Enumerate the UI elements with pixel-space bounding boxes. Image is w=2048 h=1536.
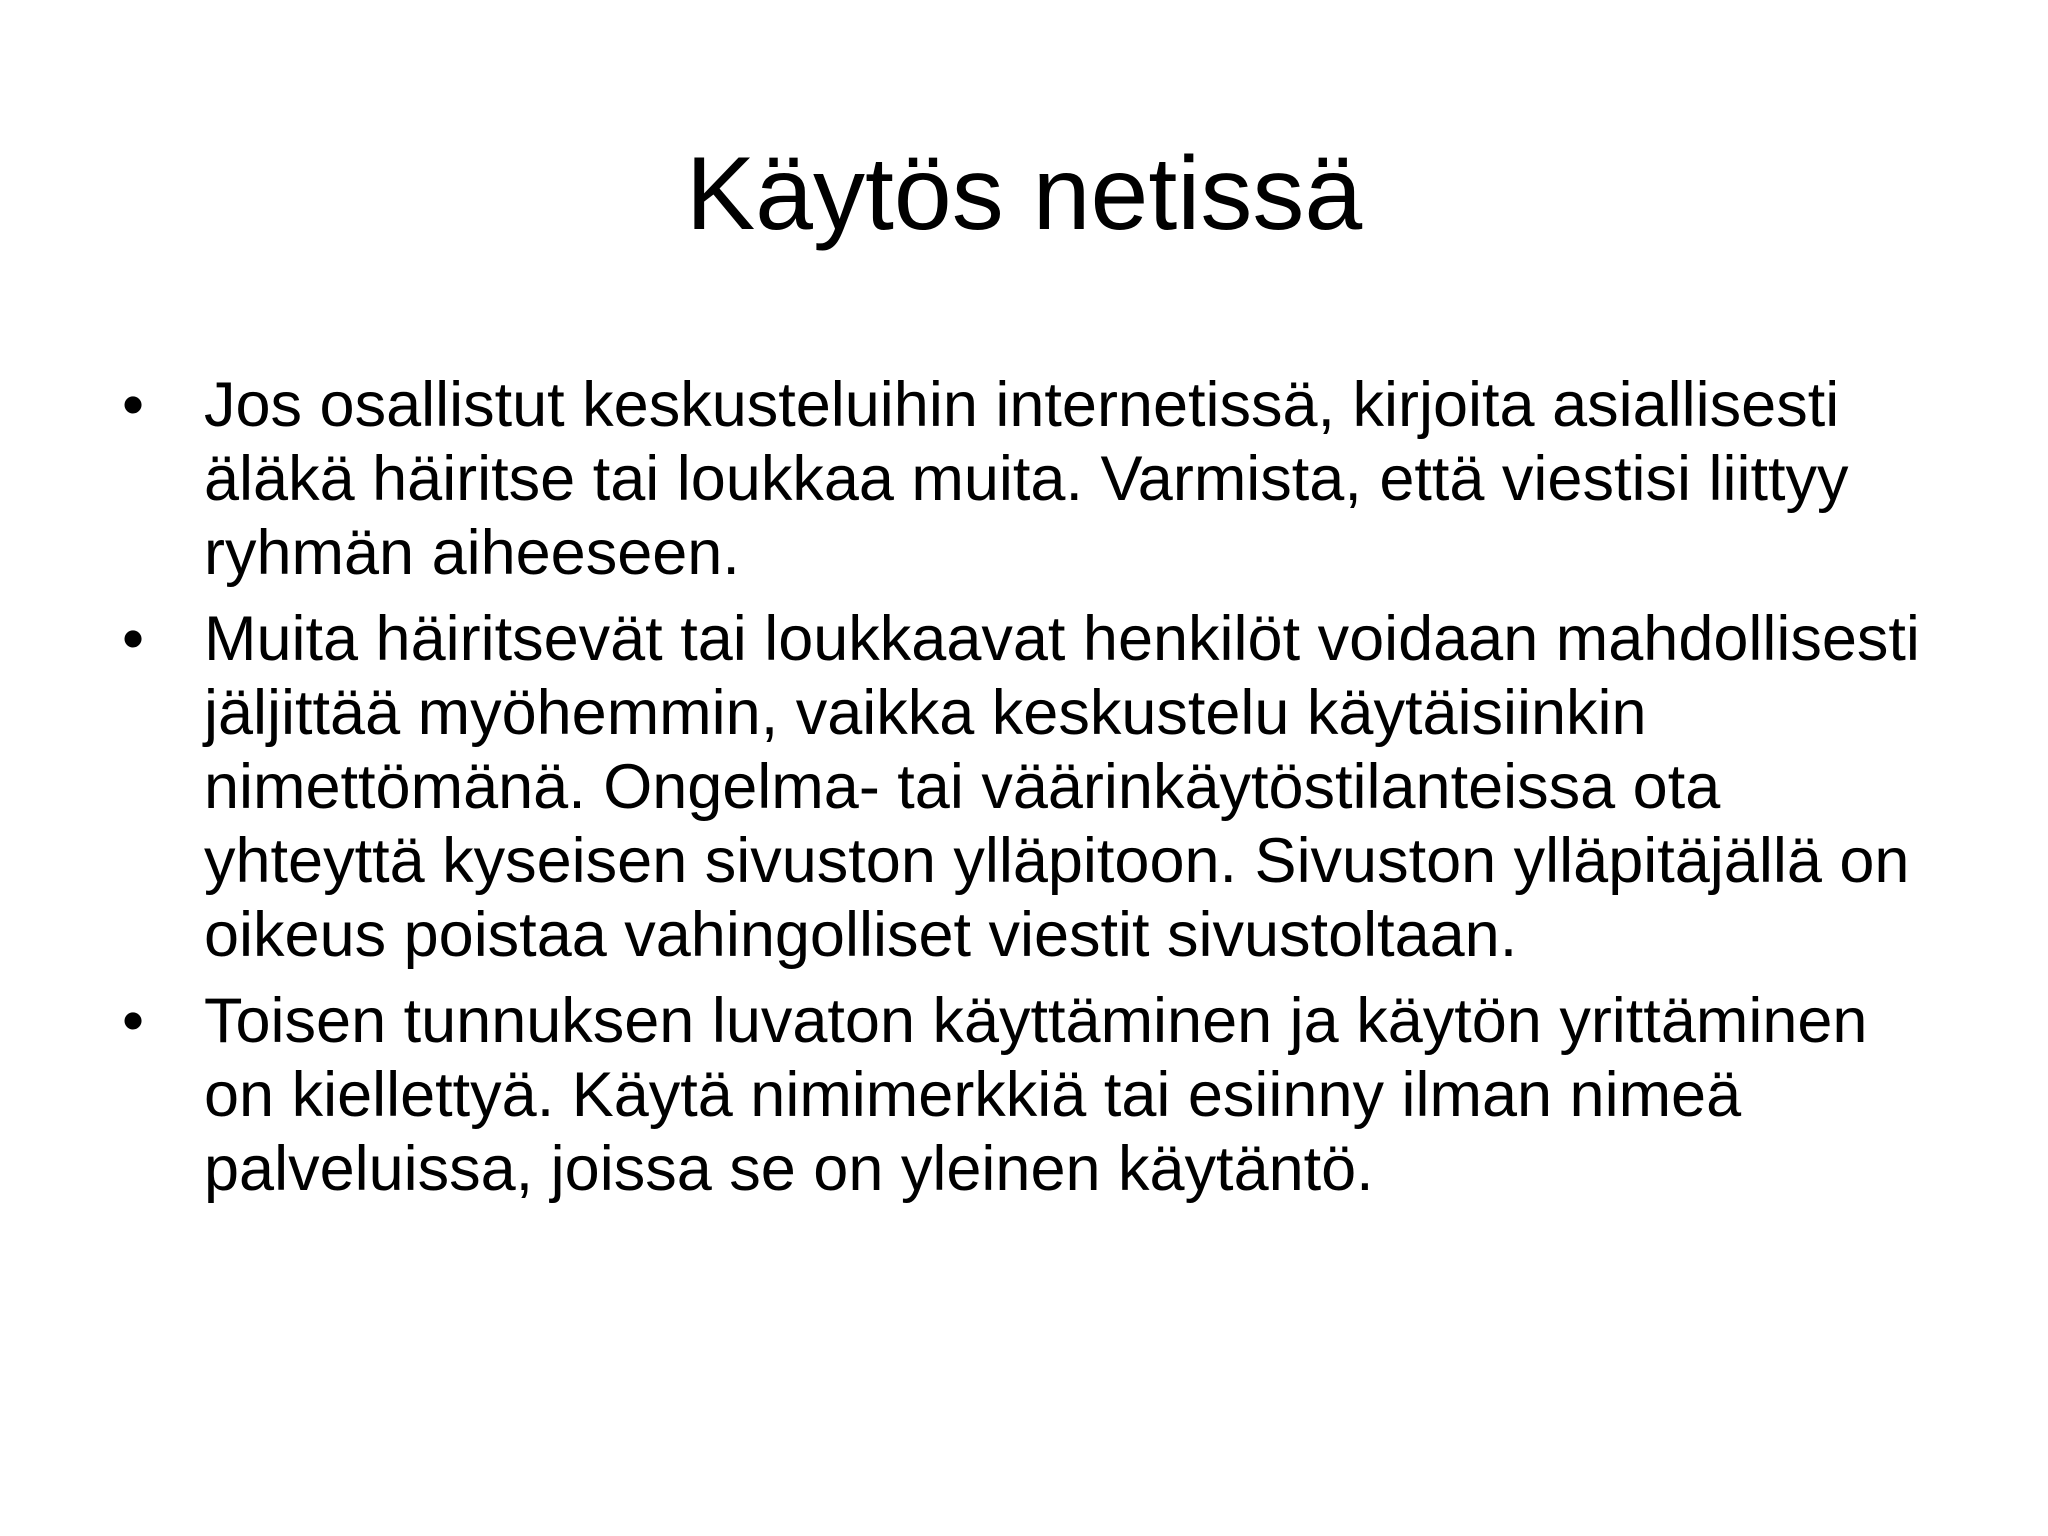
bullet-item-1	[118, 368, 1948, 590]
bullet-item-2	[118, 602, 1948, 972]
bullet-text: Jos osallistut keskusteluihin internetissä, kirjoita asiallisesti äläkä häiritse tai loukkaa muita. Varmista, että viestisi liittyy ryhmän aiheeseen.	[204, 370, 1849, 588]
bullet-icon: •	[122, 604, 145, 674]
bullet-icon: •	[122, 986, 145, 1056]
slide-title: Käytös netissä	[685, 136, 1363, 252]
bullet-item-3	[118, 984, 1948, 1206]
bullet-text: Toisen tunnuksen luvaton käyttäminen ja käytön yrittäminen on kiellettyä. Käytä nimimerkkiä tai esiinny ilman nimeä palveluissa, joissa se on yleinen käytäntö.	[204, 986, 1868, 1204]
bullet-icon: •	[122, 370, 145, 440]
bullet-list	[118, 368, 1948, 1218]
bullet-text: Muita häiritsevät tai loukkaavat henkilöt voidaan mahdollisesti jäljittää myöhemmin, vaikka keskustelu käytäisiinkin nimettömänä. Ongelma- tai väärinkäytöstilanteissa ota yhteyttä kyseisen sivuston ylläpitoon. Sivuston ylläpitäjällä on oikeus poistaa vahingolliset viestit sivustoltaan.	[204, 604, 1920, 970]
